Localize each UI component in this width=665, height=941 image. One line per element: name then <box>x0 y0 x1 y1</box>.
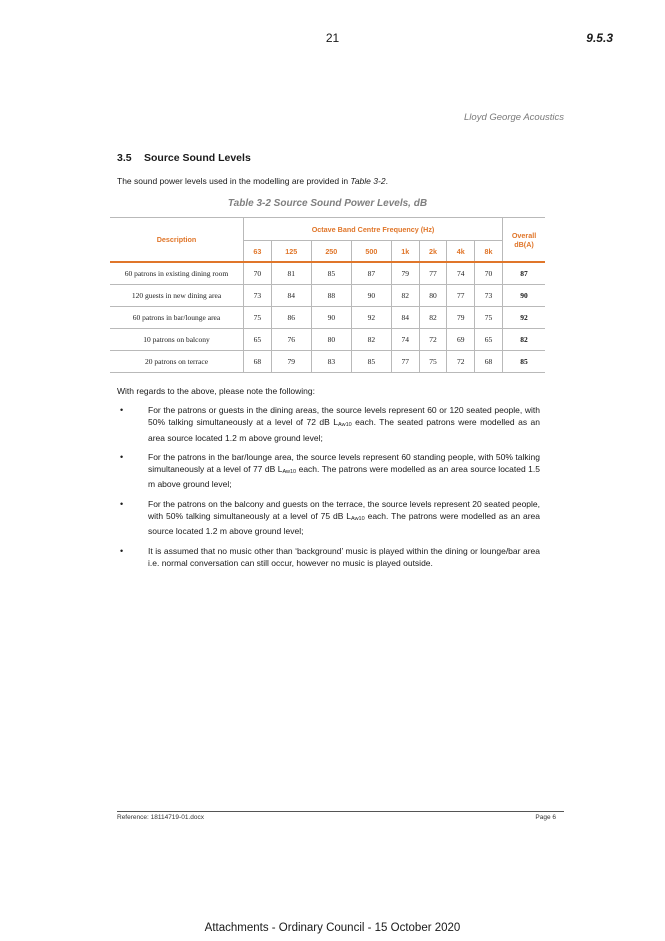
band-value-cell: 72 <box>447 351 475 373</box>
band-value-cell: 65 <box>475 329 503 351</box>
overall-value-cell: 87 <box>503 262 546 285</box>
note-subscript: Aw10 <box>338 422 352 429</box>
note-item <box>117 404 540 444</box>
frequency-header: 1k <box>391 241 419 263</box>
footer-page-number: Page 6 <box>535 814 556 821</box>
note-text-after: each. The patrons were modelled as an area source located 1.2 m above ground level; <box>148 511 540 537</box>
band-value-cell: 87 <box>351 262 391 285</box>
band-value-cell: 79 <box>391 262 419 285</box>
band-value-cell: 76 <box>271 329 311 351</box>
page-number: 21 <box>325 31 340 45</box>
band-value-cell: 68 <box>475 351 503 373</box>
bullet-icon: • <box>120 405 124 415</box>
band-value-cell: 75 <box>244 307 272 329</box>
band-value-cell: 90 <box>351 285 391 307</box>
footer-reference: Reference: 18114719-01.docx <box>117 814 204 821</box>
frequency-header: 4k <box>447 241 475 263</box>
section-number: 3.5 <box>117 152 132 164</box>
band-value-cell: 73 <box>244 285 272 307</box>
band-value-cell: 65 <box>244 329 272 351</box>
band-value-cell: 68 <box>244 351 272 373</box>
overall-value-cell: 90 <box>503 285 546 307</box>
footer-divider <box>117 811 564 812</box>
band-value-cell: 82 <box>351 329 391 351</box>
note-text-before: It is assumed that no music other than ‘background’ music is played within the dining or lounge/bar area i.e. normal conversation can still occur, however no music is played outside. <box>148 545 540 568</box>
note-item <box>117 451 540 491</box>
note-item <box>117 498 540 538</box>
row-description: 120 guests in new dining area <box>110 285 244 307</box>
frequency-header: 125 <box>271 241 311 263</box>
section-title: Source Sound Levels <box>144 152 251 164</box>
overall-value-cell: 92 <box>503 307 546 329</box>
overall-value-cell: 85 <box>503 351 546 373</box>
note-item <box>117 545 540 570</box>
band-value-cell: 75 <box>419 351 447 373</box>
band-value-cell: 81 <box>271 262 311 285</box>
band-value-cell: 90 <box>311 307 351 329</box>
band-value-cell: 80 <box>311 329 351 351</box>
note-text-before: For the patrons on the balcony and guests on the terrace, the source levels represent 20 seated people, with 50% talking simultaneously at a level of 75 dB L <box>148 498 540 522</box>
band-value-cell: 92 <box>351 307 391 329</box>
notes-list <box>117 404 540 576</box>
row-description: 20 patrons on terrace <box>110 351 244 373</box>
bullet-icon: • <box>120 545 124 556</box>
note-subscript: Aw10 <box>282 469 297 476</box>
band-value-cell: 88 <box>311 285 351 307</box>
source-sound-power-table <box>110 217 545 373</box>
bullet-icon: • <box>120 451 124 462</box>
band-value-cell: 70 <box>475 262 503 285</box>
table-caption: Table 3-2 Source Sound Power Levels, dB <box>227 198 428 209</box>
band-value-cell: 74 <box>447 262 475 285</box>
intro-text: The sound power levels used in the modelling are provided in <box>117 176 351 186</box>
overall-header-line1: Overall <box>511 230 537 240</box>
note-text-after: each. The seated patrons were modelled as an area source located 1.2 m above ground level; <box>148 417 540 443</box>
table-row <box>110 285 545 307</box>
attachments-footer: Attachments - Ordinary Council - 15 October 2020 <box>204 922 461 934</box>
note-text-before: For the patrons or guests in the dining areas, the source levels represent 60 or 120 seated people, with 50% talking simultaneously at a level of 72 dB L <box>148 405 540 428</box>
frequency-header: 500 <box>351 241 391 263</box>
band-value-cell: 84 <box>391 307 419 329</box>
row-description: 60 patrons in bar/lounge area <box>110 307 244 329</box>
agenda-item-number: 9.5.3 <box>586 31 613 45</box>
row-description: 60 patrons in existing dining room <box>110 262 244 285</box>
overall-header <box>503 218 546 263</box>
intro-end: . <box>385 176 388 186</box>
table-reference: Table 3-2 <box>350 176 386 186</box>
band-value-cell: 75 <box>475 307 503 329</box>
table-row <box>110 307 545 329</box>
band-value-cell: 85 <box>311 262 351 285</box>
band-value-cell: 86 <box>271 307 311 329</box>
band-value-cell: 73 <box>475 285 503 307</box>
table-row <box>110 262 545 285</box>
overall-value-cell: 82 <box>503 329 546 351</box>
band-value-cell: 82 <box>391 285 419 307</box>
frequency-header: 2k <box>419 241 447 263</box>
band-value-cell: 70 <box>244 262 272 285</box>
band-value-cell: 74 <box>391 329 419 351</box>
bullet-icon: • <box>120 498 124 509</box>
overall-header-line2: dB(A) <box>514 239 534 249</box>
band-value-cell: 84 <box>271 285 311 307</box>
band-value-cell: 79 <box>447 307 475 329</box>
band-value-cell: 72 <box>419 329 447 351</box>
notes-intro: With regards to the above, please note the following: <box>117 386 315 396</box>
frequency-header: 63 <box>244 241 272 263</box>
band-value-cell: 80 <box>419 285 447 307</box>
description-header: Description <box>110 218 244 263</box>
section-heading <box>117 152 251 164</box>
table-body <box>110 262 545 373</box>
band-value-cell: 77 <box>391 351 419 373</box>
note-text-before: For the patrons in the bar/lounge area, the source levels represent 60 standing people, with 50% talking simultaneously at a level of 77 dB L <box>148 451 540 475</box>
octave-band-header: Octave Band Centre Frequency (Hz) <box>244 218 503 241</box>
band-value-cell: 77 <box>419 262 447 285</box>
table-row <box>110 329 545 351</box>
band-value-cell: 77 <box>447 285 475 307</box>
row-description: 10 patrons on balcony <box>110 329 244 351</box>
band-value-cell: 83 <box>311 351 351 373</box>
section-intro <box>117 176 388 186</box>
frequency-header: 8k <box>475 241 503 263</box>
band-value-cell: 79 <box>271 351 311 373</box>
band-value-cell: 82 <box>419 307 447 329</box>
table-row <box>110 351 545 373</box>
frequency-header: 250 <box>311 241 351 263</box>
note-text-after: each. The patrons were modelled as an area source located 1.5 m above ground level; <box>148 464 540 490</box>
band-value-cell: 69 <box>447 329 475 351</box>
company-name: Lloyd George Acoustics <box>464 112 564 123</box>
note-subscript: Aw10 <box>351 516 365 523</box>
band-value-cell: 85 <box>351 351 391 373</box>
